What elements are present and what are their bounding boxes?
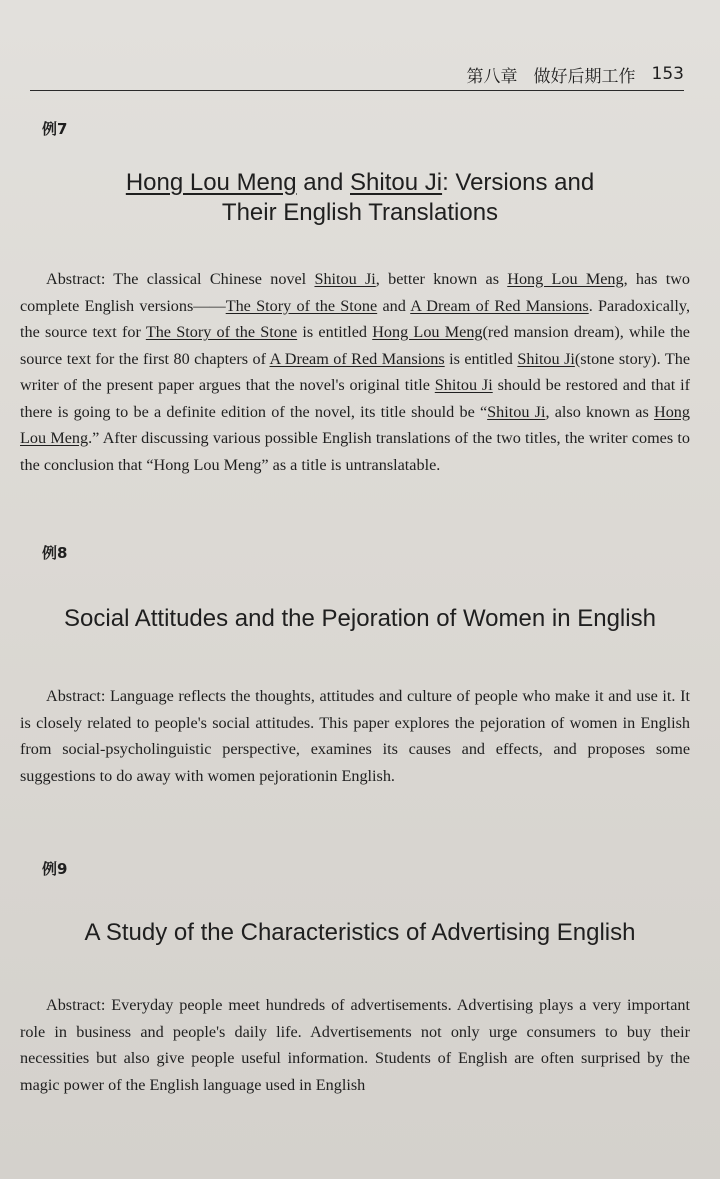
abstract-label: Abstract:: [46, 270, 106, 288]
example-8-abstract: Abstract: Language reflects the thoughts, attitudes and culture of people who make it and use it. It is closely related to people's social attitudes. This paper explores the pejoration of women in English from social-psycholinguistic perspective, examines its causes and effects, and proposes some suggestions to do away with women pejorationin English.: [20, 687, 690, 785]
chapter-title: 做好后期工作: [533, 66, 636, 87]
example-7-title: Hong Lou Meng and Shitou Ji: Versions and Their English Translations: [125, 169, 595, 226]
page-number: 153: [651, 64, 684, 84]
example-9-title: A Study of the Characteristics of Advertising English: [84, 919, 636, 946]
example-8-label: 例8: [42, 544, 68, 562]
example-9-abstract: Abstract: Everyday people meet hundreds of advertisements. Advertising plays a very important role in business and people's daily life. Advertisements not only urge consumers to buy their necessities but also give people useful information. Students of English are often surprised by the magic power of the English language used in English: [20, 996, 690, 1094]
example-8-title: Social Attitudes and the Pejoration of Women in English: [64, 605, 656, 632]
title-underlined-hong-lou-meng: Hong Lou Meng: [125, 169, 297, 196]
abstract-label: Abstract:: [46, 687, 106, 705]
example-7-label: 例7: [42, 120, 68, 138]
abstract-label: Abstract:: [46, 996, 106, 1014]
chapter-number: 第八章: [466, 66, 518, 87]
running-header: [30, 58, 684, 91]
example-7-abstract: Abstract: The classical Chinese novel Shitou Ji, better known as Hong Lou Meng, has two complete English versions——The Story of the Stone and A Dream of Red Mansions. Paradoxically, the source text for The Story of the Stone is entitled Hong Lou Meng(red mansion dream), while the source text for the first 80 chapters of A Dream of Red Mansions is entitled Shitou Ji(stone story). The writer of the present paper argues that the novel's original title Shitou Ji should be restored and that if there is going to be a definite edition of the novel, its title should be “Shitou Ji, also known as Hong Lou Meng.” After discussing various possible English translations of the two titles, the writer comes to the conclusion that “Hong Lou Meng” as a title is untranslatable.: [20, 270, 691, 474]
title-underlined-shitou-ji: Shitou Ji: [350, 169, 443, 196]
example-9-label: 例9: [42, 860, 68, 878]
